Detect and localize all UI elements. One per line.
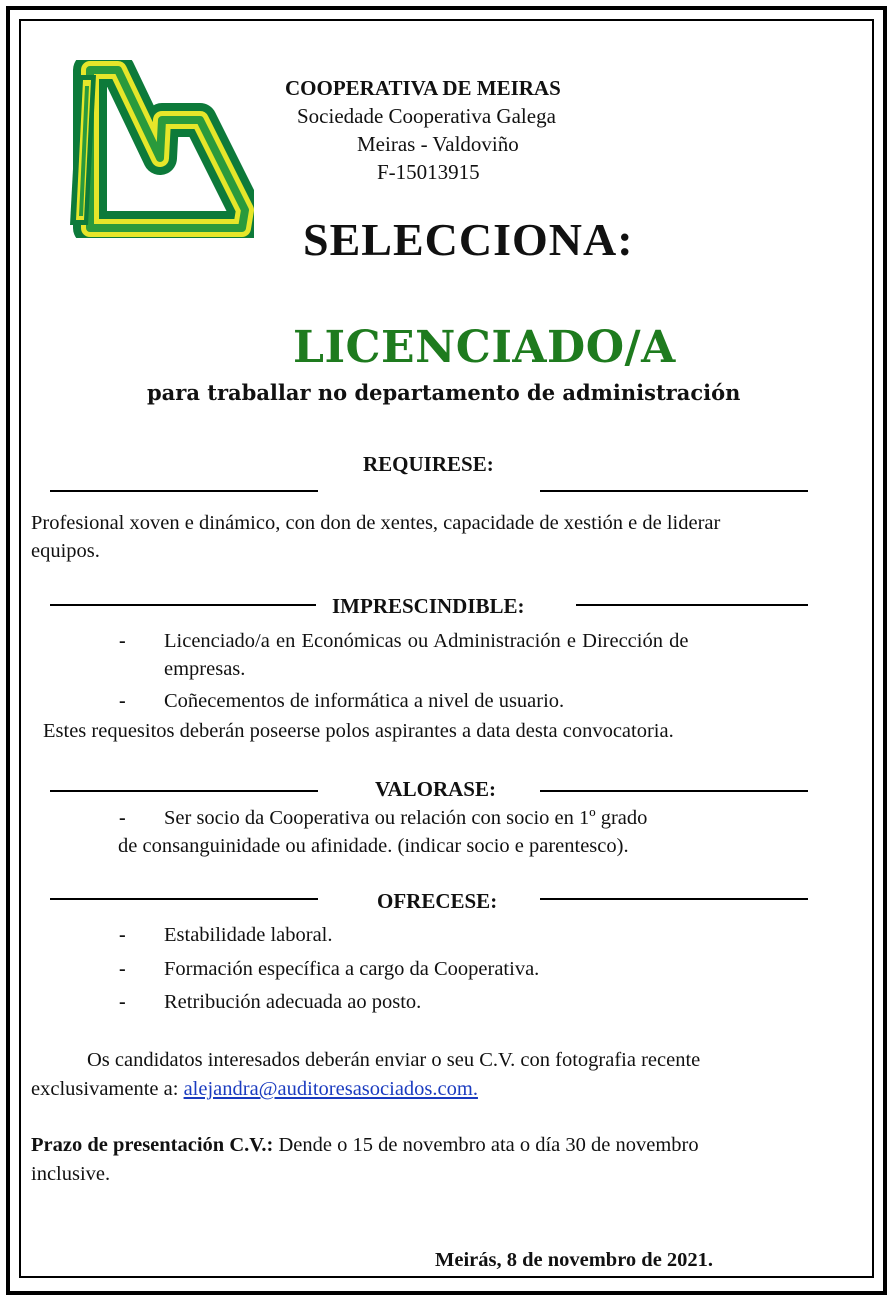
deadline-text: Dende o 15 de novembro ata o día 30 de novembro — [273, 1134, 699, 1156]
org-type: Sociedade Cooperativa Galega — [297, 104, 556, 128]
org-location: Meiras - Valdoviño — [357, 132, 519, 156]
divider — [50, 604, 316, 606]
offered-heading: OFRECESE: — [377, 889, 498, 913]
essential-item-2: Coñecementos de informática a nivel de usuario. — [164, 690, 565, 712]
cooperative-m-logo-icon — [50, 60, 254, 238]
requirements-text-line1: Profesional xoven e dinámico, con don de xentes, capacidade de xestión e de liderar — [31, 512, 721, 534]
deadline-label: Prazo de presentación C.V.: — [31, 1134, 274, 1156]
org-name: COOPERATIVA DE MEIRAS — [285, 76, 561, 100]
deadline-line1 — [31, 1134, 699, 1157]
offered-item-1: Estabilidade laboral. — [164, 924, 333, 946]
email-link[interactable]: alejandra@auditoresasociados.com. — [183, 1078, 478, 1100]
requirements-text-line2: equipos. — [31, 540, 100, 562]
divider — [540, 898, 808, 900]
signoff: Meirás, 8 de novembro de 2021. — [435, 1249, 714, 1271]
divider — [50, 898, 318, 900]
application-line2 — [31, 1078, 478, 1101]
essential-item-1-line2: empresas. — [164, 658, 246, 680]
position-subtitle: para traballar no departamento de administración — [147, 380, 741, 405]
essential-note: Estes requesitos deberán poseerse polos aspirantes a data desta convocatoria. — [43, 720, 674, 742]
requirements-heading: REQUIRESE: — [363, 452, 494, 476]
divider — [50, 490, 318, 492]
valued-heading: VALORASE: — [375, 777, 496, 801]
offered-item-3: Retribución adecuada ao posto. — [164, 991, 422, 1013]
deadline-line2: inclusive. — [31, 1163, 111, 1185]
bullet-dash: - — [119, 991, 126, 1013]
application-prefix: exclusivamente a: — [31, 1078, 184, 1100]
position-title: LICENCIADO/A — [293, 322, 676, 373]
essential-heading: IMPRESCINDIBLE: — [332, 594, 525, 618]
bullet-dash: - — [119, 958, 126, 980]
divider — [540, 490, 808, 492]
bullet-dash: - — [119, 630, 126, 652]
valued-line2: de consanguinidade ou afinidade. (indicar socio e parentesco). — [118, 835, 629, 857]
divider — [50, 790, 318, 792]
headline: SELECCIONA: — [303, 214, 634, 265]
bullet-dash: - — [119, 924, 126, 946]
org-tax-id: F-15013915 — [377, 160, 480, 184]
bullet-dash: - — [119, 807, 126, 829]
bullet-dash: - — [119, 690, 126, 712]
valued-line1: Ser socio da Cooperativa ou relación con socio en 1º grado — [164, 807, 648, 829]
application-line1: Os candidatos interesados deberán enviar o seu C.V. con fotografia recente — [87, 1049, 701, 1071]
divider — [576, 604, 808, 606]
divider — [540, 790, 808, 792]
offered-item-2: Formación específica a cargo da Cooperativa. — [164, 958, 540, 980]
essential-item-1-line1: Licenciado/a en Económicas ou Administración e Dirección de — [164, 630, 689, 652]
